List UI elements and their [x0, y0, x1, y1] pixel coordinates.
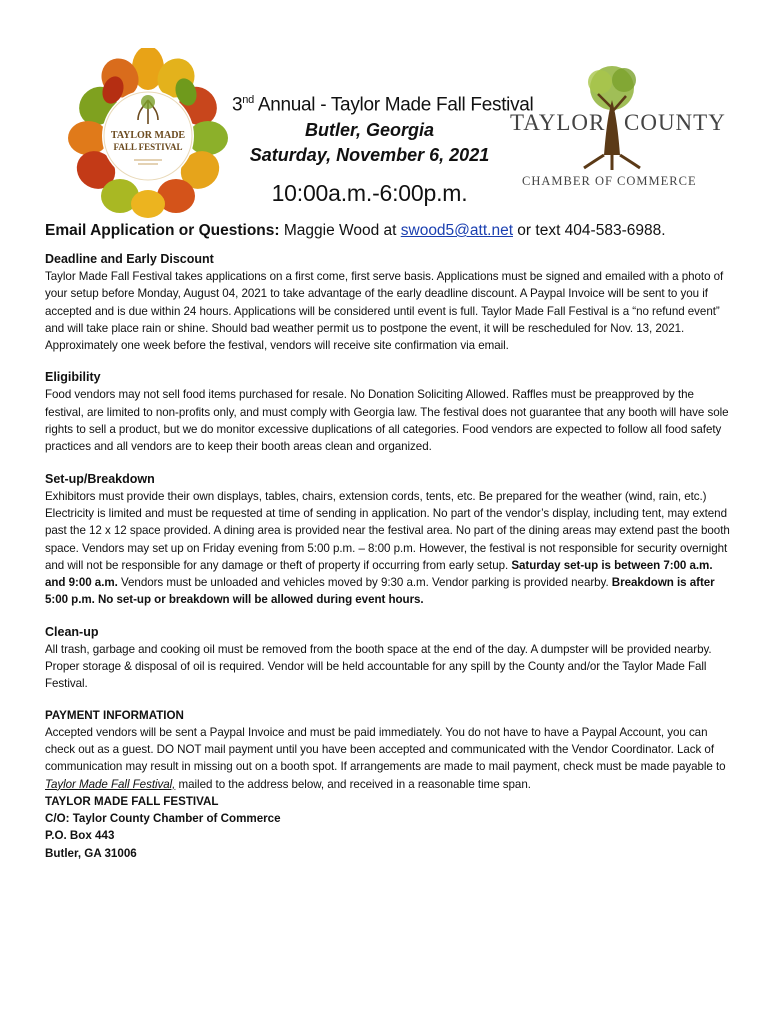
- section-title-setup: Set-up/Breakdown: [45, 471, 155, 486]
- address-line-4: Butler, GA 31006: [45, 846, 137, 860]
- logo-word-county: COUNTY: [624, 110, 726, 135]
- section-body-deadline: Taylor Made Fall Festival takes applications on a first come, first serve basis. Applications must be signed and emailed with a photo of your setup before Monday, August 04, 2021 to take advantage of the early deadline discount. A Paypal Invoice will be sent to you if accepted and is due within 24 hours. Applications will be considered until event is full. Taylor Made Fall Festival is a “no refund event” and will take place rain or shine. Should bad weather permit us to postpone the event, it will be rescheduled for Nov. 13, 2021. Approximately one week before the festival, vendors will receive site confirmation via email.: [45, 270, 724, 353]
- mailing-address: [45, 793, 735, 862]
- address-line-2: C/O: Taylor County Chamber of Commerce: [45, 812, 281, 826]
- festival-location: Butler, Georgia: [304, 120, 435, 141]
- section-title-payment: PAYMENT INFORMATION: [45, 708, 184, 722]
- section-title-eligibility: Eligibility: [45, 370, 101, 385]
- address-line-3: P.O. Box 443: [45, 829, 115, 843]
- contact-suffix: or text 404-583-6988.: [513, 222, 666, 239]
- document-body: [45, 222, 735, 862]
- festival-date: Saturday, November 6, 2021: [249, 145, 490, 166]
- contact-line: [45, 222, 735, 240]
- section-body-setup: Exhibitors must provide their own displays, tables, chairs, extension cords, tents, etc. Be prepared for the weather (wind, rain, etc.) Electricity is limited and must be requested at time of sending in application. No part of the vendor’s display, including tent, may extend past the 12 x 12 space provided. A dining area is provided near the festival area. No part of the dining areas may extend past the booth space. Vendors may set up on Friday evening from 5:00 p.m. – 8:00 p.m. However, the festival is not responsible for security overnight and will not be responsible for any damage or theft of property if occurring from early setup. Saturday set-up is between 7:00 a.m. and 9:00 a.m. Vendors must be unloaded and vehicles moved by 9:30 a.m. Vendor parking is provided nearby. Breakdown is after 5:00 p.m. No set-up or breakdown will be allowed during event hours.: [45, 489, 730, 607]
- contact-label: Email Application or Questions:: [45, 222, 280, 239]
- payee-name: Taylor Made Fall Festival,: [45, 777, 176, 791]
- address-line-1: TAYLOR MADE FALL FESTIVAL: [45, 794, 219, 808]
- section-body-payment: Accepted vendors will be sent a Paypal Invoice and must be paid immediately. You do not have to have a Paypal Account, you can check out as a guest. DO NOT mail payment until you have been accepted and communicated with the Vendor Coordinator. Lack of communication may result in missing out on a booth spot. If arrangements are made to mail payment, check must be made payable to Taylor Made Fall Festival, mailed to the address below, and received in a reasonable time span.: [45, 725, 726, 791]
- taylor-county-chamber-logo: [510, 60, 728, 225]
- section-body-cleanup: All trash, garbage and cooking oil must be removed from the booth space at the end of the day. A dumpster will be provided nearby. Proper storage & disposal of oil is required. Vendor will be held accountable for any spill by the County and/or the Taylor Made Fall Festival.: [45, 642, 712, 691]
- header: [0, 0, 770, 222]
- festival-logo-text-line1: TAYLOR MADE: [110, 130, 186, 141]
- section-title-deadline: Deadline and Early Discount: [45, 252, 214, 266]
- logo-chamber-of-commerce: CHAMBER OF COMMERCE: [522, 174, 697, 188]
- logo-word-taylor: TAYLOR: [510, 110, 606, 135]
- festival-title: 3nd Annual - Taylor Made Fall Festival: [232, 94, 534, 116]
- festival-leaf-wreath-logo: [68, 48, 228, 218]
- contact-prefix: Maggie Wood at: [279, 222, 401, 239]
- festival-time: 10:00a.m.-6:00p.m.: [271, 180, 468, 207]
- section-title-cleanup: Clean-up: [45, 624, 99, 639]
- section-body-eligibility: Food vendors may not sell food items purchased for resale. No Donation Soliciting Allowed. Raffles must be preapproved by the festival, are limited to non-profits only, and must comply with Georgia law. The festival does not guarantee that any booth will have sole rights to sell a product, but we do monitor excessive duplications of all categories. Food vendors are expected to follow all food safety practices and all vendors are to keep their booth areas clean and organized.: [45, 388, 729, 454]
- festival-title-block: [232, 94, 534, 207]
- festival-logo-text-line2: FALL FESTIVAL: [113, 142, 183, 152]
- email-link[interactable]: swood5@att.net: [400, 222, 513, 239]
- breakdown-rule: Breakdown is after 5:00 p.m. No set-up or breakdown will be allowed during event hours.: [45, 576, 715, 607]
- setup-saturday-hours: Saturday set-up is between 7:00 a.m. and 9:00 a.m.: [45, 558, 713, 590]
